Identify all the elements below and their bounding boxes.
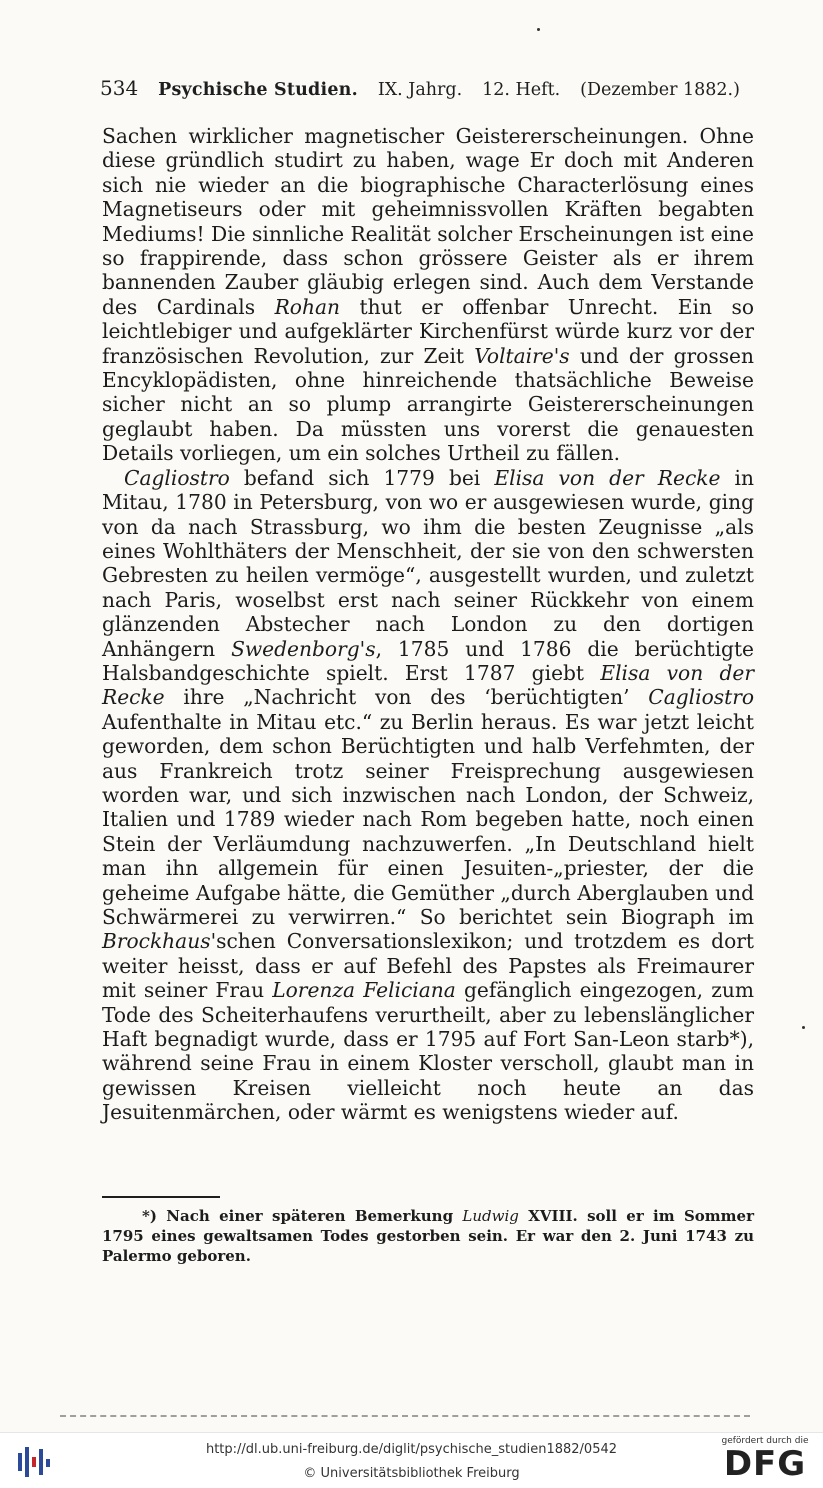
dfg-tagline: gefördert durch die [721,1436,809,1446]
permalink[interactable]: http://dl.ub.uni-freiburg.de/diglit/psychische_studien1882/0542 [205,1442,618,1457]
scan-speck [802,1026,805,1029]
dfg-logo [717,1436,813,1484]
footnote-text: *) Nach einer späteren Bemerkung Ludwig XVIII. soll er im Sommer 1795 eines gewaltsamen Todes gestorben sein. Er war den 2. Juni 1743 zu Palermo geboren. [102,1207,754,1265]
scan-edge-marks [60,1415,750,1423]
volume: IX. Jahrg. [377,80,463,100]
issue-date: (Dezember 1882.) [580,80,740,100]
scan-speck [537,28,540,31]
footnote-rule [102,1196,220,1198]
copyright: © Universitätsbibliothek Freiburg [303,1466,520,1481]
paragraph: Cagliostro befand sich 1779 bei Elisa von der Recke in Mitau, 1780 in Petersburg, von wo er ausgewiesen wurde, ging von da nach Strassburg, wo ihm die besten Zeugnisse „als eines Wohlthäters der Menschheit, der sie von den schwersten Gebresten zu heilen vermöge“, ausgestellt wurden, und zuletzt nach Paris, woselbst erst nach seiner Rückkehr von einem glänzenden Abstecher nach London zu den dortigen Anhängern Swedenborg's, 1785 und 1786 die berüchtigte Halsbandgeschichte spielt. Erst 1787 giebt Elisa von der Recke ihre „Nachricht von des ‘berüchtigten’ Cagliostro Aufenthalte in Mitau etc.“ zu Berlin heraus. Es war jetzt leicht geworden, dem schon Berüchtigten und halb Verfehmten, der aus Frankreich trotz seiner Freisprechung ausgewiesen worden war, und sich inzwischen nach London, der Schweiz, Italien und 1789 wieder nach Rom begeben hatte, noch einen Stein der Verläumdung nachzuwerfen. „In Deutschland hielt man ihn allgemein für einen Jesuiten-„priester, der die geheime Aufgabe hätte, die Gemüther „durch Aberglauben und Schwärmerei zu verwirren.“ So berichtet sein Biograph im Brockhaus'schen Conversationslexikon; und trotzdem es dort weiter heisst, dass er auf Befehl des Papstes als Freimaurer mit seiner Frau Lorenza Feliciana gefänglich eingezogen, zum Tode des Scheiterhaufens verurtheilt, aber zu lebenslänglicher Haft begnadigt wurde, dass er 1795 auf Fort San-Leon starb*), während seine Frau in einem Kloster verscholl, glaubt man in gewissen Kreisen vielleicht noch heute an das Jesuitenmärchen, oder wärmt es wenigstens wieder auf. [102,465,755,1125]
running-header [100,76,740,100]
footnote [102,1206,754,1266]
paragraph: Sachen wirklicher magnetischer Geistererscheinungen. Ohne diese gründlich studirt zu haben, wage Er doch mit Anderen sich nie wieder an die biographische Characterlösung eines Magnetiseurs oder mit geheimnissvollen Kräften begabten Mediums! Die sinnliche Realität solcher Erscheinungen ist eine so frappirende, dass schon grössere Geister als er ihrem bannenden Zauber gläubig erlegen sind. Auch dem Verstande des Cardinals Rohan thut er offenbar Unrecht. Ein so leichtlebiger und aufgeklärter Kirchenfürst würde kurz vor der französischen Revolution, zur Zeit Voltaire's und der grossen Encyklopädisten, ohne hinreichende thatsächliche Beweise sicher nicht an so plump arrangirte Geistererscheinungen geglaubt haben. Da müssten uns vorerst die genauesten Details vorliegen, um ein solches Urtheil zu fällen. [102,124,755,466]
viewer-footer [0,1432,823,1488]
body-text [102,124,754,1125]
dfg-logo-text: DFG [723,1444,807,1484]
page-number: 534 [100,76,139,100]
journal-title: Psychische Studien. [158,80,358,100]
issue: 12. Heft. [482,80,561,100]
